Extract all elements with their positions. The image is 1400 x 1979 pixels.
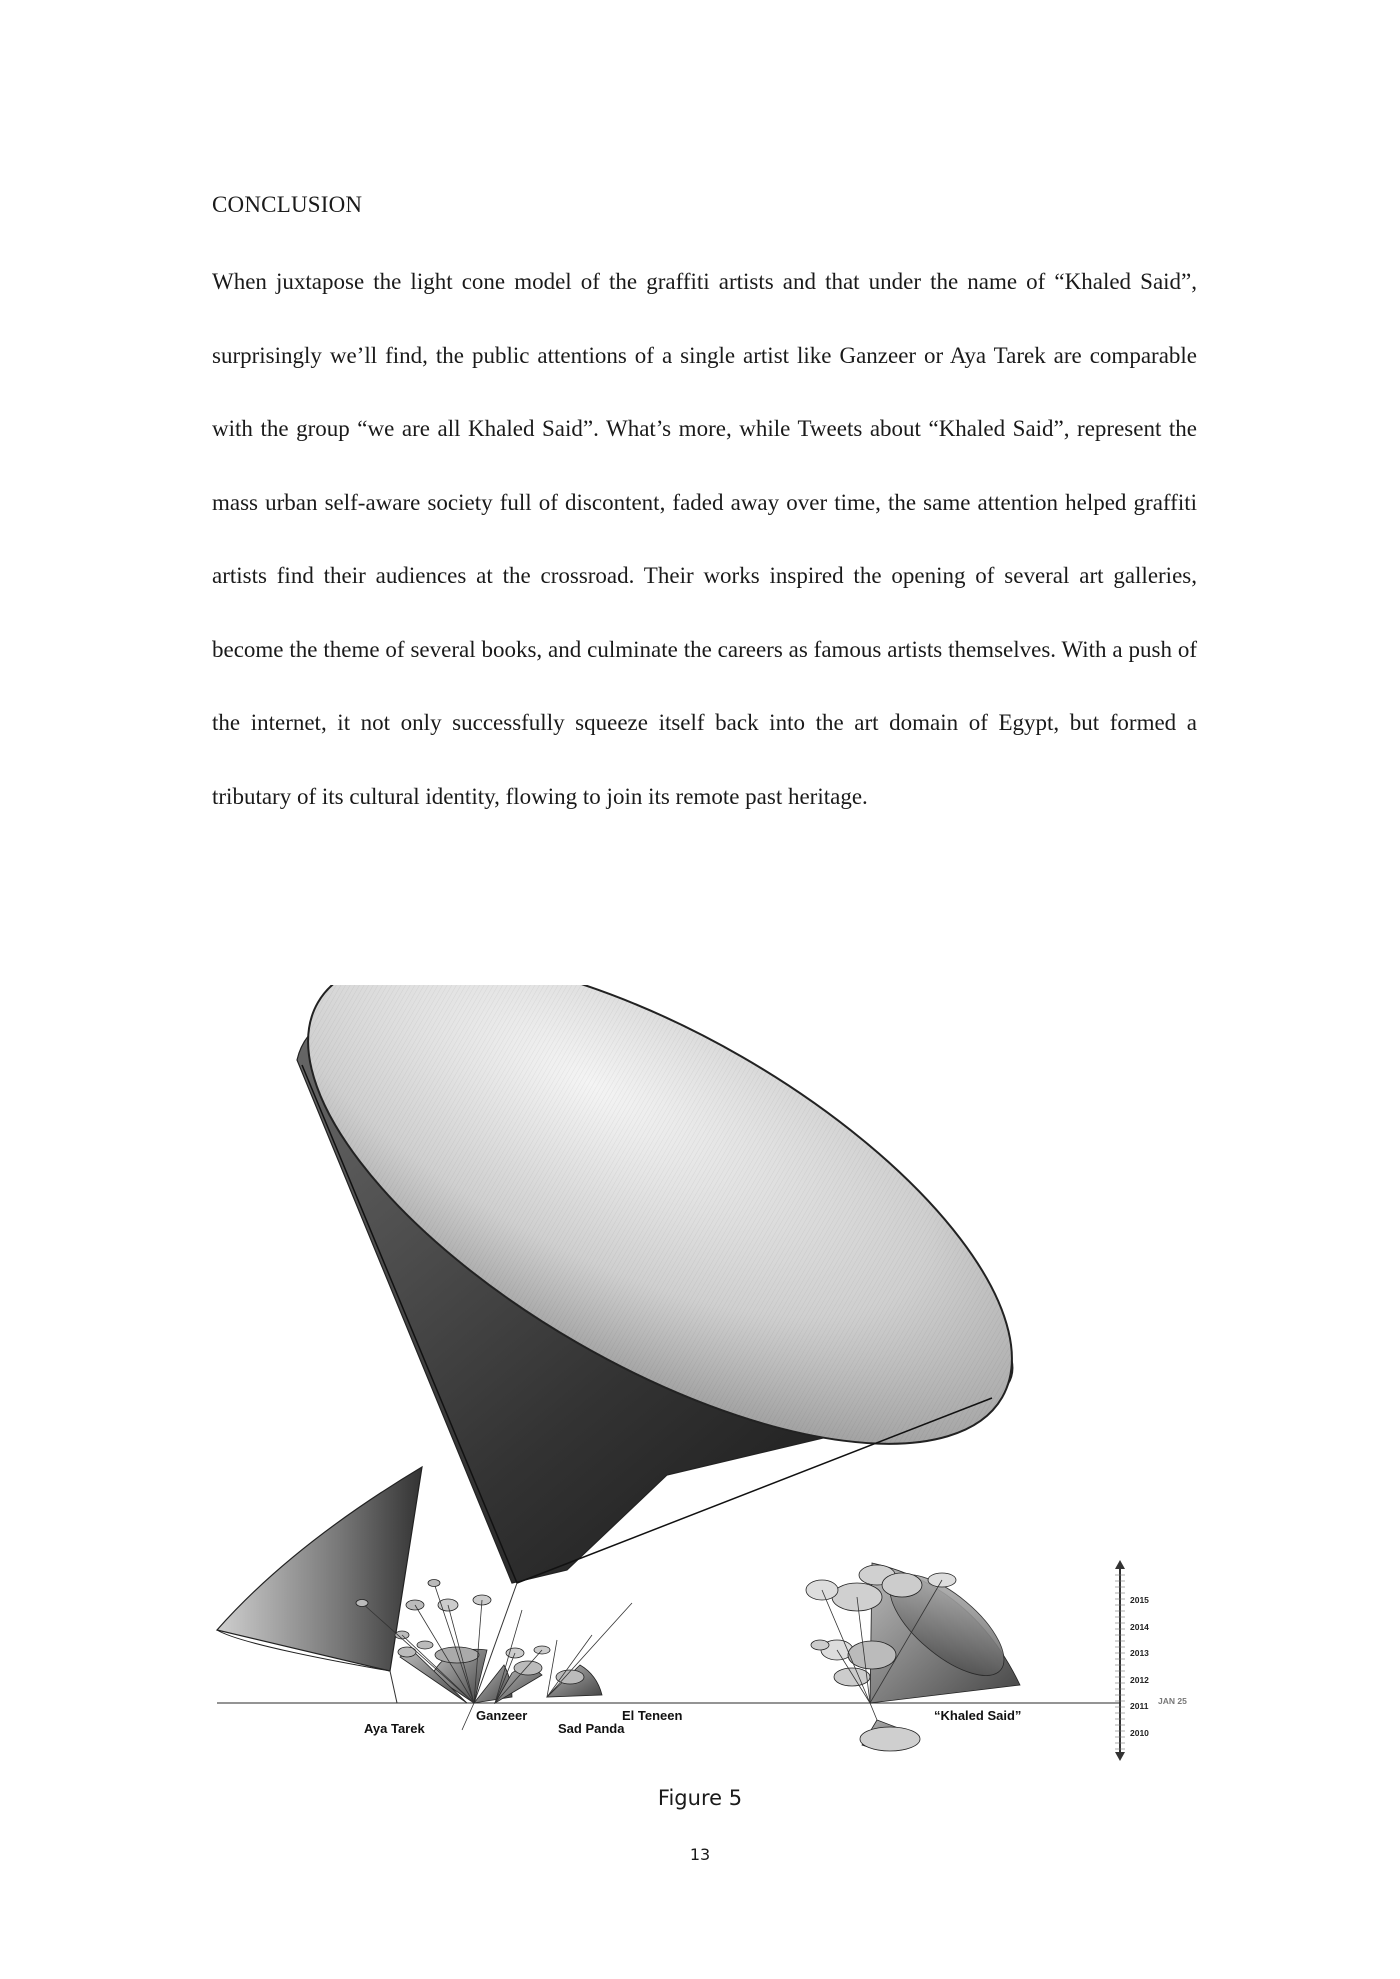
conclusion-paragraph: When juxtapose the light cone model of the graffiti artists and that under the name of “Khaled Said”, surprisingly we’ll find, the public attentions of a single artist like Ganzeer or Aya Tarek are comparable with the group “we are all Khaled Said”. What’s more, while Tweets about “Khaled Said”, represent the mass urban self-aware society full of discontent, faded away over time, the same attention helped graffiti artists find their audiences at the crossroad. Their works inspired the opening of several art galleries, become the theme of several books, and culminate the careers as famous artists themselves. With a push of the internet, it not only successfully squeeze itself back into the art domain of Egypt, but formed a tributary of its cultural identity, flowing to join its remote past heritage. (212, 269, 1197, 809)
figure-caption: Figure 5 (657, 1786, 743, 1810)
el-teneen-cluster (547, 1665, 602, 1697)
tick-2012: 2012 (1130, 1675, 1149, 1685)
label-ganzeer: Ganzeer (476, 1708, 528, 1723)
label-sad-panda: Sad Panda (558, 1721, 625, 1736)
label-aya-tarek: Aya Tarek (364, 1721, 425, 1736)
tick-2015: 2015 (1130, 1595, 1149, 1605)
ganzeer-cluster (395, 1595, 512, 1703)
timeline-ruler (1115, 1560, 1187, 1761)
tick-2010: 2010 (1130, 1728, 1149, 1738)
tick-2011: 2011 (1130, 1701, 1149, 1711)
tick-2013: 2013 (1130, 1648, 1149, 1658)
section-heading: CONCLUSION (212, 192, 363, 217)
label-el-teneen: El Teneen (622, 1708, 683, 1723)
tick-2014: 2014 (1130, 1622, 1149, 1632)
label-khaled-said: “Khaled Said” (934, 1708, 1022, 1723)
light-cone-illustration (212, 985, 1212, 1765)
light-cone-figure (212, 985, 1212, 1765)
page-number: 13 (689, 1845, 711, 1864)
jan25-marker: JAN 25 (1158, 1696, 1187, 1706)
aya-tarek-cone (217, 1467, 422, 1671)
